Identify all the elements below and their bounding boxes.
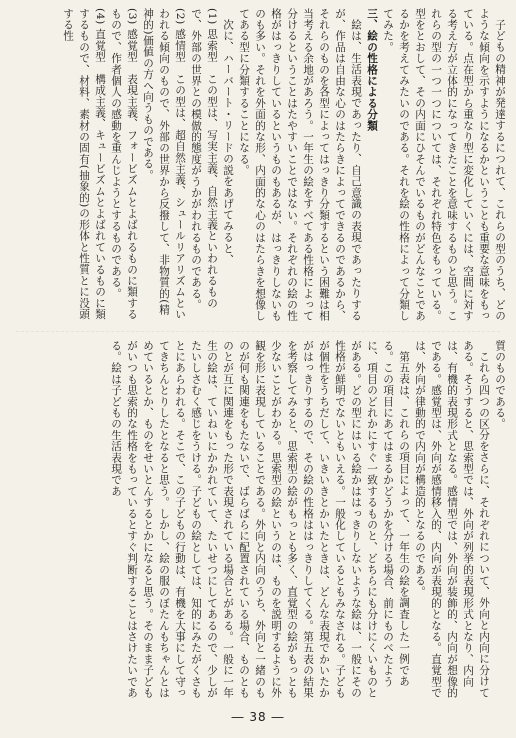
paragraph-extro-intro: これら四つの区分をさらに、それぞれについて、外向と内向に分けてある。そうすると、思索型では、外向が列挙的表現形式となり、内向は、有機的表現形式となる。感情型では、外向が装飾的、内向が想像的である。感覚型は、外向が感情移入的、内向が表現的となる。直覚型では、外向が律動的で内向が構造的となるのである。 <box>414 340 490 699</box>
upper-text-column <box>8 8 508 326</box>
lower-text-column <box>8 340 508 702</box>
paragraph-read-theory: 次に、ハーバート・リードの説をあげてみると、 <box>222 18 234 265</box>
section-heading: 三、絵の性格による分類 <box>366 8 378 132</box>
paragraph-classification: 絵は、生活表現であったり、自己意識の表現であったりするが、作品は自由な心のはたらきによってできるのであるから、それらのものを各型によってはっきり分類するという困難は相当考える余地があろう。一年生の絵をすべてある性格によって分けるということはたやすいことではない。それぞれの絵の性格がはっきりしているというものもあるが、はっきりしないものも多い。それを外面的な形、内面的な心のはたらきを想像してある型に分類することになる。 <box>238 8 362 322</box>
list-item-intuition-type: (4) 直覚型 構成主義、キュービズムとよばれているものに類するもので、材料、素材の固有(抽象的)の形体と性質とに没頭する性 <box>62 8 106 320</box>
list-item-feeling-type: (2) 感情型 この型は、超自然主義、シュールリアリズムといわれる傾向のもので、外部の世界から反撥して、非物質的(精神的)価値の方へ向うものである。 <box>142 8 186 320</box>
paragraph-intro: 子どもの精神が発達するにつれて、これらの型のうち、どのような傾向を示すようになるかということも重要な意味をもっている。点在型から重なり型に変化していくには、空間に対する考え方が立体的になってきたことを意味するものと思う。これらの型の一つ一つについては、それぞれ特色をもっている。型をとおして、その内面にひそんでいるものがどんなことであるかを考えてみたいのである。それを絵の性格によって分類してみた。 <box>382 8 506 322</box>
paragraph-continuation: 質のものである。 <box>494 340 506 430</box>
column-divider <box>16 331 500 332</box>
list-item-sensation-type: (3) 感覚型 表現主義、フォービズムとよばれるものに類するもので、作者個人の感動を重んじようとするものである。 <box>110 8 138 320</box>
list-item-thinking-type: (1) 思索型 この型は、写実主義、自然主義といわれるもので、外部の世界との模倣的態度がうかがわれるものである。 <box>190 8 218 311</box>
page-number: ― 38 ― <box>231 710 285 724</box>
paragraph-table-five: 第五表は、これらの項目によって、一年生の絵を調査した一例である。この項目にあてはまるかどうかを分ける場合、前にものべたように、項目のどれかにすぐ一致するものと、どちらにも分けにくいものとがある。どの型にはいる絵かははっきりしないような絵は、一般にその性格が鮮明でないともいえる。一般化しているともみなされる。子どもが個性をうちだして、いきいきとかいたときは、どんな表現でかいたかがはっきりするので、その絵の性格ははっきりしてくる。第五表の結果を考察してみると、思索型の絵がもっとも多く、直覚型の絵がもっとも少ないことがわかる。思索型の絵というのは、ものを説明するように外観を形に表現していることである。外向と内向のうち、外向と一緒のものが何も関連をもたないで、ばらばらに配置されている場合、ものとものとが互に関連をもった形で表現されている場合とがある。一般に一年生の絵は、ていねいにかかれていて、たいせつにしてあるので、少しがたいしさむく感じをうける。子どもの絵としては、知的にみたがくさもとにあらわれる。そこで、この子どもの行動は、有機を大事にして守ってきちんとりしたとなると思う。しかし、絵の服のぼたんもちゃんとはめているとか、ものをせいとんするとかになると思う。そのまま子どもがいつも思索的な性格をもっているとすぐ判断することはさけたいである。絵は子どもの生活表現であ <box>110 340 410 699</box>
